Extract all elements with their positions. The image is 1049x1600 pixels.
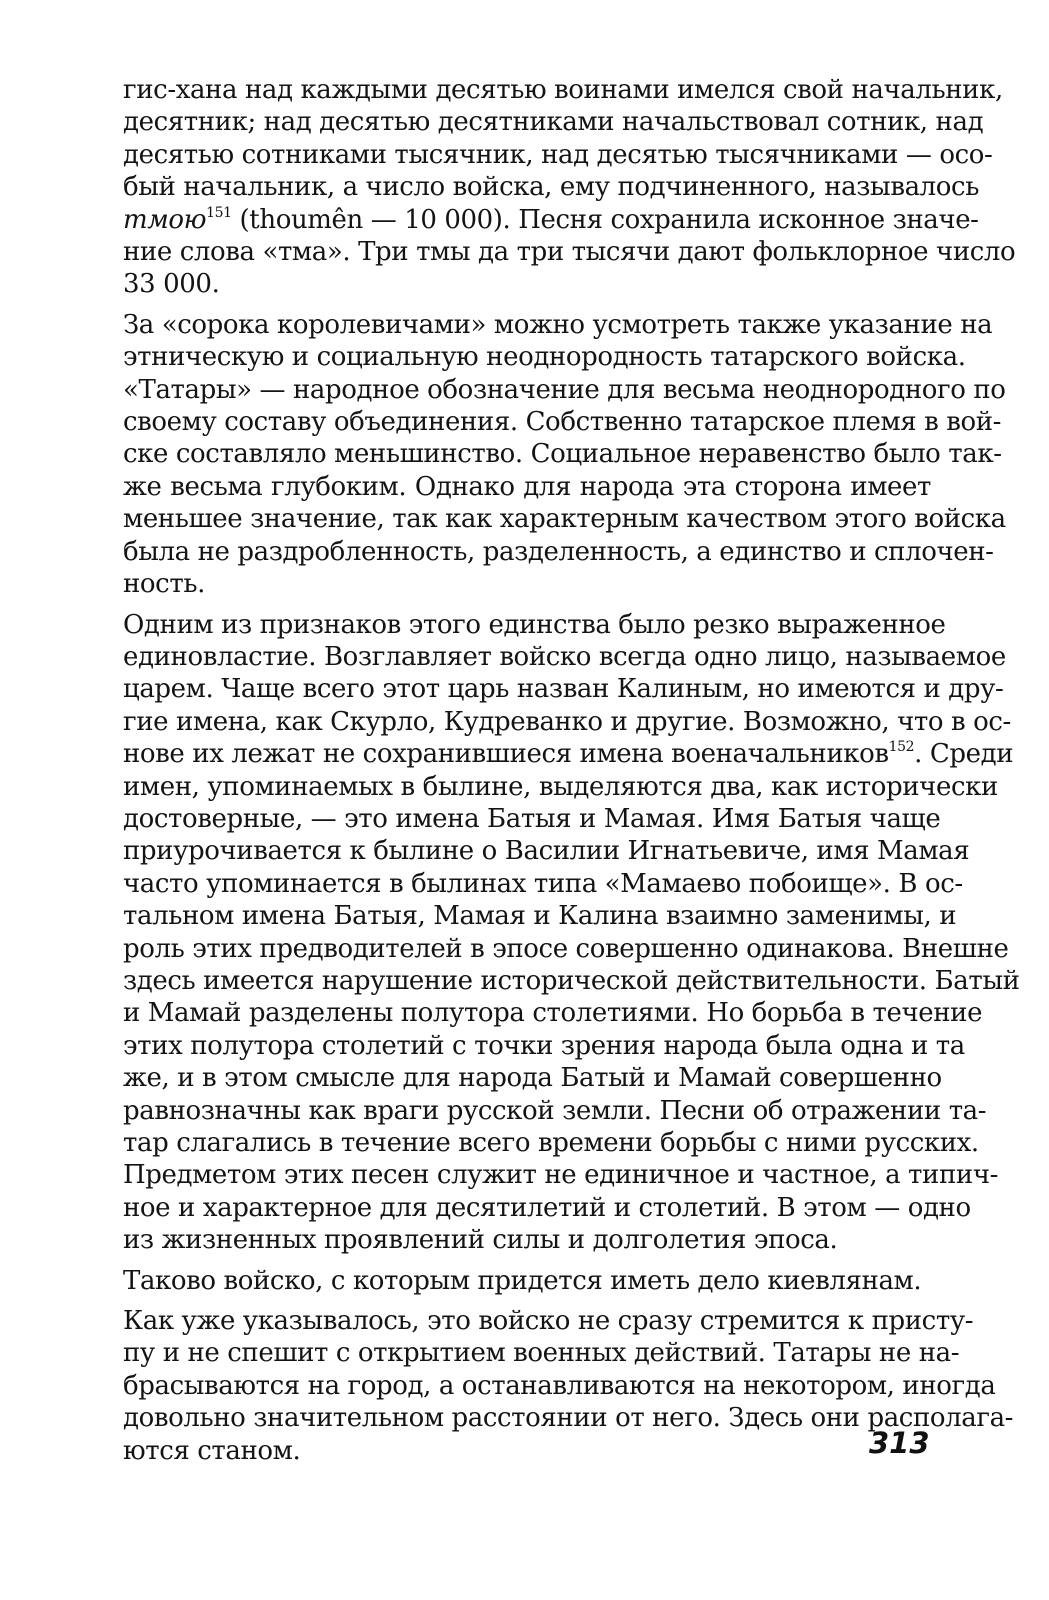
text-line: имен, упоминаемых в былине, выделяются два, как исторически [123,771,998,802]
text-line: тар слагались в течение всего времени борьбы с ними русских. [123,1128,979,1158]
footnote-marker: 151 [206,204,232,221]
text-line: ность. [123,569,205,600]
text-line: Как уже указывалось, это войско не сразу стремится к присту- [123,1306,974,1337]
text-line: ются станом. [123,1435,301,1466]
footnote-marker: 152 [888,739,915,756]
text-line: достоверные, — это имена Батыя и Мамая. Имя Батыя чаще [123,803,941,834]
text-line: нове их лежат не сохранившиеся имена военачальников$^{152}$. Среди [123,739,1014,770]
text-line: из жизненных проявлений силы и долголетия эпоса. [123,1225,838,1256]
text-line: ске составляло меньшинство. Социальное неравенство было так- [123,439,1002,470]
text-line: единовластие. Возглавляет войско всегда одно лицо, называемое [123,641,1006,672]
text-line: же весьма глубоким. Однако для народа эта сторона имеет [123,471,931,502]
text-line: Предметом этих песен служит не единичное и частное, а типич- [123,1160,999,1191]
text-line: меньшее значение, так как характерным качеством этого войска [123,504,1006,535]
paragraph-5 [123,1305,1014,1467]
text-line: этих полутора столетий с точки зрения народа была одна и та [123,1030,965,1061]
text-line: и Мамай разделены полутора столетиями. Но борьба в течение [123,998,983,1029]
text-line: этническую и социальную неоднородность татарского войска. [123,342,966,373]
text-line: роль этих предводителей в эпосе совершенно одинакова. Внешне [123,933,1009,964]
paragraph-2 [123,309,1006,601]
page-number: 313 [869,1426,930,1460]
text-line: десятью сотниками тысячник, над десятью тысячниками — осо- [123,139,993,170]
text-line: своему составу объединения. Собственно татарское племя в вой- [123,407,1002,438]
text-line: равнозначны как враги русской земли. Песни об отражении та- [123,1095,987,1126]
text-line: довольно значительном расстоянии от него. Здесь они располага- [123,1403,1014,1434]
paragraph-1 [123,74,1016,301]
text-line: Таково войско, с которым придется иметь дело киевлянам. [123,1265,922,1296]
text-line: тальном имена Батыя, Мамая и Калина взаимно заменимы, и [123,901,957,932]
text-line: «Татары» — народное обозначение для весьма неоднородного по [123,374,1006,405]
text-line: приурочивается к былине о Василии Игнатьевиче, имя Мамая [123,836,970,867]
text-line: ние слова «тма». Три тмы да три тысячи дают фольклорное число [123,237,1016,268]
page-body [123,74,1020,1467]
paragraph-4 [123,1265,931,1297]
text-line: За «сорока королевичами» можно усмотреть также указание на [123,309,993,340]
text-line: брасываются на город, а останавливаются на некотором, иногда [123,1370,996,1401]
text-line: тмою$^{151}$ (thoumên — 10 000). Песня сохранила исконное значе- [123,204,979,235]
text-line: гис-хана над каждыми десятью воинами имелся свой начальник, [123,75,1003,105]
text-line: была не раздробленность, разделенность, а единство и сплочен- [123,536,994,567]
text-line: пу и не спешит с открытием военных действий. Татары не на- [123,1338,960,1369]
text-line: ное и характерное для десятилетий и столетий. В этом — одно [123,1192,971,1223]
text-line: Одним из признаков этого единства было резко выраженное [123,609,946,640]
paragraph-3 [123,609,1020,1257]
text-line: 33 000. [123,269,220,300]
text-line: царем. Чаще всего этот царь назван Калиным, но имеются и дру- [123,674,1004,705]
text-line: бый начальник, а число войска, ему подчиненного, называлось [123,172,979,203]
text-line: здесь имеется нарушение исторической действительности. Батый [123,965,1020,996]
text-line: десятник; над десятью десятниками начальствовал сотник, над [123,107,984,138]
italic-term: тмою [123,204,207,235]
text-line: часто упоминается в былинах типа «Мамаево побоище». В ос- [123,868,963,899]
text-line: же, и в этом смысле для народа Батый и Мамай совершенно [123,1063,942,1094]
text-line: гие имена, как Скурло, Кудреванко и другие. Возможно, что в ос- [123,706,1011,737]
